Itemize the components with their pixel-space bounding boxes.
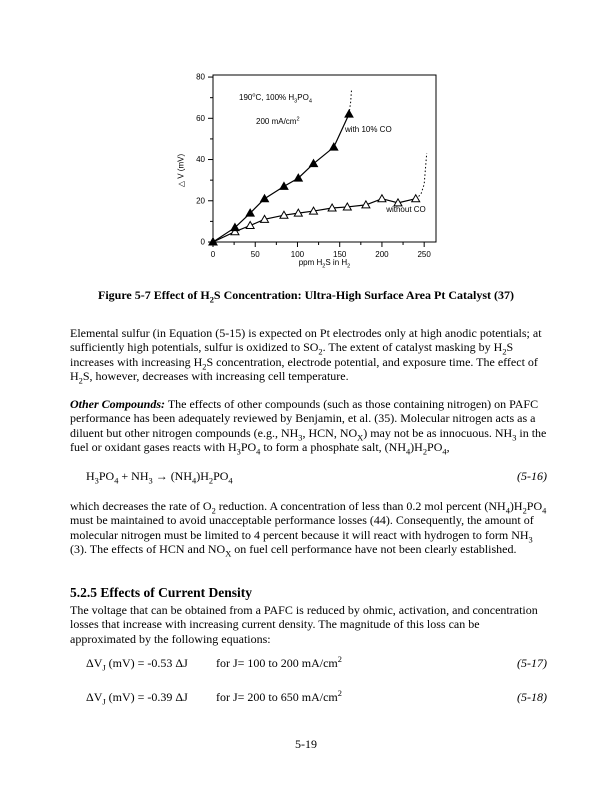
svg-text:60: 60	[196, 113, 205, 123]
svg-text:0: 0	[200, 237, 205, 247]
series-label-without-co: without CO	[386, 205, 426, 214]
svg-text:20: 20	[196, 196, 205, 206]
equation-5-18-number: (5-18)	[517, 690, 547, 704]
equation-5-17	[70, 656, 547, 671]
chart-condition-temperature: 190$^o$C, 100% $H_3PO_4$	[239, 92, 312, 105]
figure-caption: Figure 5-7 Effect of $H_2S$ Concentration: Ultra-High Surface Area Pt Catalyst (37)	[97, 288, 514, 305]
series-label-with-co: with 10% CO	[345, 125, 392, 134]
svg-text:200: 200	[375, 250, 389, 259]
equation-5-18-condition: for J= 200 to 650 $mA/cm^2$	[216, 689, 342, 704]
svg-text:40: 40	[196, 155, 205, 165]
svg-text:0: 0	[210, 250, 216, 259]
y-axis-label: △ V (mV)	[176, 153, 186, 188]
equation-5-16-number: (5-16)	[517, 469, 547, 483]
equation-5-17-condition: for J= 100 to 200 $mA/cm^2$	[216, 655, 342, 670]
equation-5-18-lhs: $\Delta V_J$ (mV) = -0.39 ΔJ	[86, 690, 188, 707]
equation-5-17-number: (5-17)	[517, 656, 547, 670]
equation-5-17-lhs: $\Delta V_J$ (mV) = -0.53 ΔJ	[86, 656, 188, 673]
other-compounds-body: The effects of other compounds (such as those containing nitrogen) on PAFC performance has been adequately reviewed by Benjamin, et al. (35). Molecular nitrogen acts as a diluent but other nitrogen compounds (e.g., $NH_3$, HCN, $NO_X$) may not be as innocuous. $NH_3$ in the fuel or oxidant gases reacts with $H_3PO_4$ to form a phosphate salt, $(NH_4)H_2PO_4$,	[70, 397, 547, 457]
figure-5-7-chart	[175, 62, 447, 294]
paragraph-ammonium: which decreases the rate of $O_2$ reduction. A concentration of less than 0.2 mol percent $(NH_4)H_2PO_4$ must be maintained to avoid unacceptable performance losses (44). Consequently, the amount of molecular nitrogen must be limited to 4 percent because it will react with hydrogen to form $NH_3$ (3). The effects of HCN and $NO_X$ on fuel cell performance have not been clearly established.	[70, 499, 547, 559]
section-heading-5-2-5: 5.2.5 Effects of Current Density	[70, 585, 252, 600]
svg-text:80: 80	[196, 72, 205, 82]
other-compounds-lead: Other Compounds:	[70, 397, 166, 411]
equation-5-18	[70, 690, 547, 705]
chart-condition-current-density: 200 $mA/cm^2$	[256, 116, 300, 126]
equation-5-16-formula: $H_3PO_4 + NH_3 \to (NH_4)H_2PO_4$	[86, 469, 233, 486]
paragraph-other-compounds	[70, 397, 548, 455]
svg-text:50: 50	[250, 250, 260, 259]
paragraph-current-density: The voltage that can be obtained from a PAFC is reduced by ohmic, activation, and concentration losses that increase with increasing current density. The magnitude of this loss can be approximated by the following equations:	[70, 603, 538, 646]
svg-text:100: 100	[290, 250, 305, 259]
paragraph-sulfur: Elemental sulfur (in Equation (5-15) is expected on Pt electrodes only at high anodic potentials; at sufficiently high potentials, sulfur is oxidized to $SO_2$. The extent of catalyst masking by $H_2S$ increases with increasing $H_2S$ concentration, electrode potential, and exposure time. The effect of $H_2S$, however, decreases with increasing cell temperature.	[70, 326, 542, 386]
equation-5-16	[70, 469, 547, 484]
svg-text:150: 150	[333, 250, 347, 259]
x-axis-label: ppm $H_2S$ in $H_2$	[298, 258, 351, 270]
svg-text:250: 250	[417, 250, 431, 259]
page-number: 5-19	[295, 737, 317, 751]
